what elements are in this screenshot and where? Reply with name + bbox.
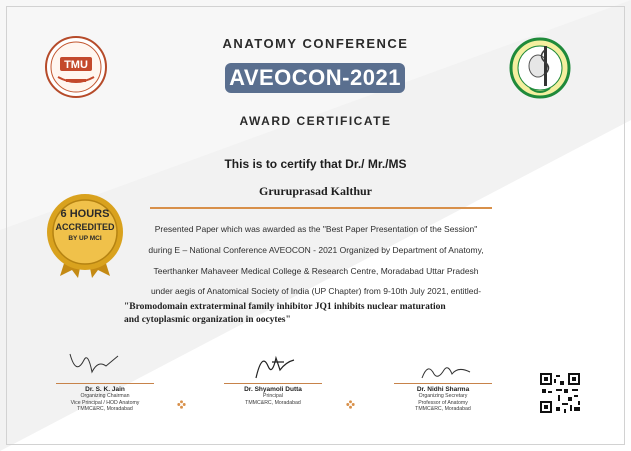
seal-accredited: ACCREDITED: [55, 222, 115, 232]
signature-sharma: [418, 358, 474, 384]
qr-code: [538, 371, 582, 415]
signatory-role: Principal: [263, 393, 283, 399]
body-line: during E – National Conference AVEOCON - 2021 Organized by Department of Anatomy,: [148, 245, 484, 255]
signatory-role: Organizing Chairman: [80, 393, 130, 399]
flower-ornament-icon: [346, 400, 355, 409]
paper-title-line: and cytoplasmic organization in oocytes": [124, 315, 291, 325]
signatory-role: TMMC&RC, Moradabad: [77, 406, 133, 412]
signatory-jain: [50, 383, 160, 413]
signature-dutta: [250, 348, 300, 384]
signatory-role: TMMC&RC, Moradabad: [415, 406, 471, 412]
signatory-role: Vice Principal / HOD Anatomy: [70, 399, 140, 406]
signatory-sharma: [388, 383, 498, 413]
conference-name-banner: AVEOCON-2021: [225, 63, 405, 93]
signature-line: [394, 383, 492, 384]
flower-ornament-icon: [177, 400, 186, 409]
certify-text: This is to certify that Dr./ Mr./MS: [224, 157, 407, 171]
signatory-role: Organizing Secretary: [418, 393, 468, 399]
signatory-role: Professor of Anatomy: [418, 399, 468, 406]
signatory-dutta: [218, 383, 328, 406]
paper-title-line: "Bromodomain extraterminal family inhibitor JQ1 inhibits nuclear maturation: [124, 302, 446, 312]
signature-line: [56, 383, 154, 384]
conference-title: ANATOMY CONFERENCE: [222, 36, 409, 51]
body-line: Teerthanker Mahaveer Medical College & Research Centre, Moradabad Uttar Pradesh: [153, 266, 479, 276]
signature-jain: [62, 350, 122, 382]
signatory-name: Dr. Shyamoli Dutta: [244, 386, 302, 393]
signature-line: [224, 383, 322, 384]
signatory-name: Dr. S. K. Jain: [85, 386, 125, 393]
signatory-role: TMMC&RC, Moradabad: [245, 399, 301, 406]
name-underline: [150, 207, 492, 209]
body-line: under aegis of Anatomical Society of India (UP Chapter) from 9-10th July 2021, entitled-: [150, 286, 482, 296]
body-line: Presented Paper which was awarded as the "Best Paper Presentation of the Session": [154, 224, 478, 234]
award-title: AWARD CERTIFICATE: [239, 114, 392, 128]
seal-by: BY UP MCI: [68, 235, 102, 242]
recipient-name: Gruruprasad Kalthur: [258, 184, 372, 198]
signatory-name: Dr. Nidhi Sharma: [416, 386, 470, 393]
university-logo-text: TMU: [64, 59, 88, 71]
seal-hours: 6 HOURS: [60, 208, 110, 220]
